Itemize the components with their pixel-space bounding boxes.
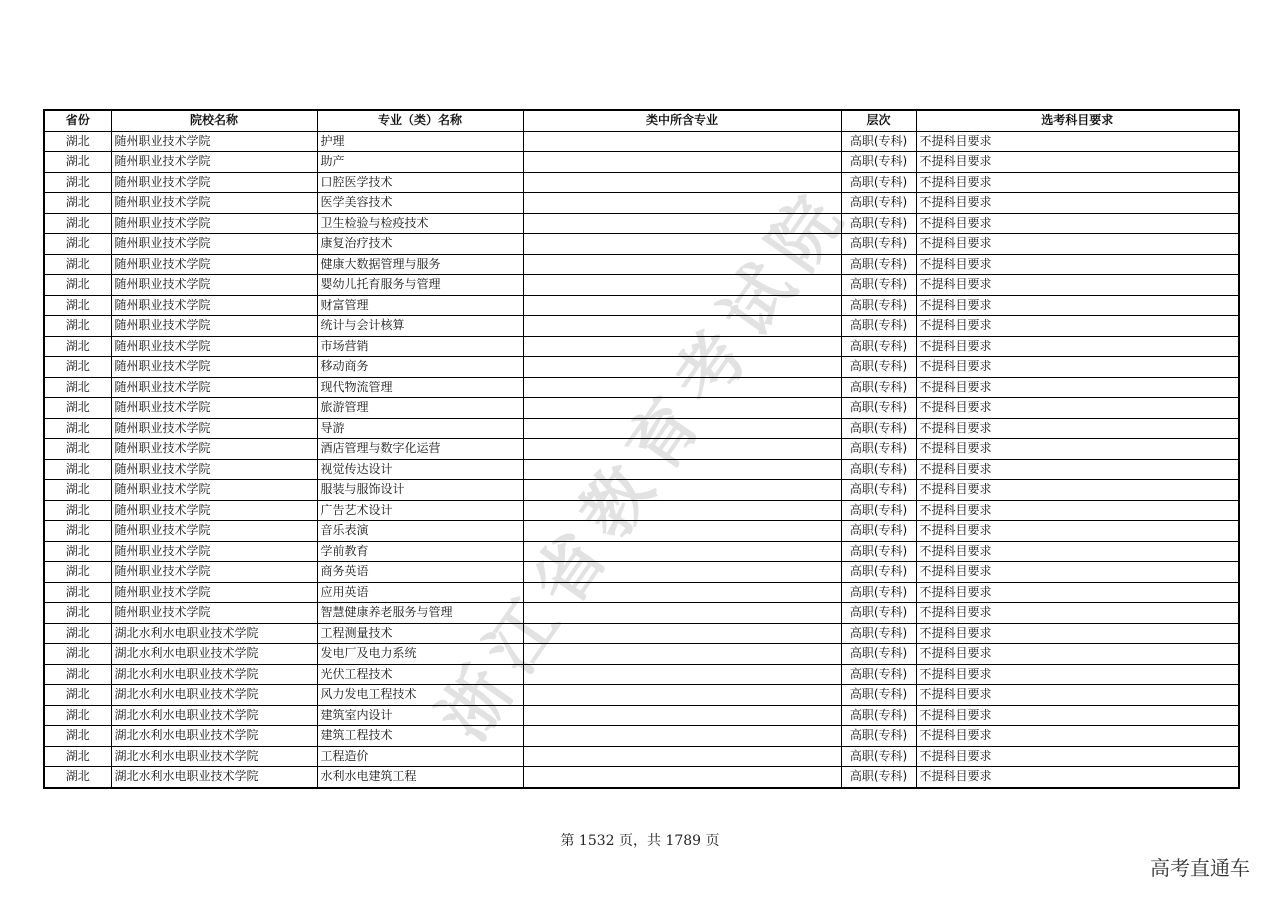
header-level: 层次 bbox=[841, 110, 916, 131]
cell-included-majors bbox=[523, 521, 841, 542]
cell-included-majors bbox=[523, 603, 841, 624]
cell-major: 工程造价 bbox=[317, 746, 523, 767]
cell-school: 随州职业技术学院 bbox=[111, 193, 317, 214]
cell-subject-requirement: 不提科目要求 bbox=[916, 295, 1239, 316]
cell-school: 湖北水利水电职业技术学院 bbox=[111, 664, 317, 685]
cell-school: 随州职业技术学院 bbox=[111, 316, 317, 337]
cell-province: 湖北 bbox=[44, 685, 111, 706]
cell-province: 湖北 bbox=[44, 234, 111, 255]
cell-province: 湖北 bbox=[44, 152, 111, 173]
cell-subject-requirement: 不提科目要求 bbox=[916, 623, 1239, 644]
table-row bbox=[44, 398, 1239, 419]
table-row bbox=[44, 234, 1239, 255]
cell-included-majors bbox=[523, 254, 841, 275]
cell-province: 湖北 bbox=[44, 726, 111, 747]
cell-major: 商务英语 bbox=[317, 562, 523, 583]
cell-major: 建筑工程技术 bbox=[317, 726, 523, 747]
cell-major: 视觉传达设计 bbox=[317, 459, 523, 480]
cell-school: 随州职业技术学院 bbox=[111, 521, 317, 542]
cell-major: 旅游管理 bbox=[317, 398, 523, 419]
cell-included-majors bbox=[523, 172, 841, 193]
cell-level: 高职(专科) bbox=[841, 152, 916, 173]
cell-school: 随州职业技术学院 bbox=[111, 459, 317, 480]
cell-included-majors bbox=[523, 357, 841, 378]
header-province: 省份 bbox=[44, 110, 111, 131]
cell-major: 工程测量技术 bbox=[317, 623, 523, 644]
cell-province: 湖北 bbox=[44, 357, 111, 378]
cell-major: 康复治疗技术 bbox=[317, 234, 523, 255]
cell-province: 湖北 bbox=[44, 541, 111, 562]
cell-level: 高职(专科) bbox=[841, 582, 916, 603]
table-row bbox=[44, 357, 1239, 378]
cell-included-majors bbox=[523, 767, 841, 788]
cell-major: 现代物流管理 bbox=[317, 377, 523, 398]
cell-level: 高职(专科) bbox=[841, 336, 916, 357]
cell-major: 智慧健康养老服务与管理 bbox=[317, 603, 523, 624]
table-row bbox=[44, 582, 1239, 603]
cell-province: 湖北 bbox=[44, 275, 111, 296]
cell-major: 卫生检验与检疫技术 bbox=[317, 213, 523, 234]
cell-province: 湖北 bbox=[44, 316, 111, 337]
cell-level: 高职(专科) bbox=[841, 500, 916, 521]
cell-major: 建筑室内设计 bbox=[317, 705, 523, 726]
table-row bbox=[44, 623, 1239, 644]
cell-subject-requirement: 不提科目要求 bbox=[916, 152, 1239, 173]
cell-major: 财富管理 bbox=[317, 295, 523, 316]
cell-province: 湖北 bbox=[44, 439, 111, 460]
cell-level: 高职(专科) bbox=[841, 234, 916, 255]
cell-included-majors bbox=[523, 152, 841, 173]
cell-included-majors bbox=[523, 644, 841, 665]
cell-subject-requirement: 不提科目要求 bbox=[916, 316, 1239, 337]
table-row bbox=[44, 213, 1239, 234]
cell-included-majors bbox=[523, 398, 841, 419]
cell-subject-requirement: 不提科目要求 bbox=[916, 685, 1239, 706]
table-row bbox=[44, 152, 1239, 173]
cell-province: 湖北 bbox=[44, 254, 111, 275]
cell-included-majors bbox=[523, 480, 841, 501]
cell-level: 高职(专科) bbox=[841, 377, 916, 398]
cell-province: 湖北 bbox=[44, 131, 111, 152]
table-row bbox=[44, 131, 1239, 152]
table-row bbox=[44, 644, 1239, 665]
cell-included-majors bbox=[523, 213, 841, 234]
cell-level: 高职(专科) bbox=[841, 398, 916, 419]
table-header-row bbox=[44, 110, 1239, 131]
cell-included-majors bbox=[523, 726, 841, 747]
cell-school: 随州职业技术学院 bbox=[111, 295, 317, 316]
cell-level: 高职(专科) bbox=[841, 295, 916, 316]
cell-subject-requirement: 不提科目要求 bbox=[916, 234, 1239, 255]
cell-province: 湖北 bbox=[44, 213, 111, 234]
cell-province: 湖北 bbox=[44, 459, 111, 480]
cell-major: 统计与会计核算 bbox=[317, 316, 523, 337]
cell-included-majors bbox=[523, 582, 841, 603]
cell-level: 高职(专科) bbox=[841, 275, 916, 296]
cell-province: 湖北 bbox=[44, 480, 111, 501]
cell-included-majors bbox=[523, 685, 841, 706]
table-row bbox=[44, 275, 1239, 296]
cell-level: 高职(专科) bbox=[841, 623, 916, 644]
cell-school: 随州职业技术学院 bbox=[111, 582, 317, 603]
cell-province: 湖北 bbox=[44, 193, 111, 214]
header-subject-requirement: 选考科目要求 bbox=[916, 110, 1239, 131]
cell-major: 风力发电工程技术 bbox=[317, 685, 523, 706]
cell-school: 随州职业技术学院 bbox=[111, 439, 317, 460]
cell-subject-requirement: 不提科目要求 bbox=[916, 582, 1239, 603]
cell-school: 随州职业技术学院 bbox=[111, 131, 317, 152]
cell-included-majors bbox=[523, 418, 841, 439]
cell-school: 湖北水利水电职业技术学院 bbox=[111, 746, 317, 767]
cell-level: 高职(专科) bbox=[841, 172, 916, 193]
cell-province: 湖北 bbox=[44, 295, 111, 316]
table-row bbox=[44, 439, 1239, 460]
table-row bbox=[44, 193, 1239, 214]
cell-level: 高职(专科) bbox=[841, 418, 916, 439]
cell-level: 高职(专科) bbox=[841, 480, 916, 501]
table-row bbox=[44, 603, 1239, 624]
cell-major: 应用英语 bbox=[317, 582, 523, 603]
cell-school: 湖北水利水电职业技术学院 bbox=[111, 644, 317, 665]
cell-province: 湖北 bbox=[44, 746, 111, 767]
cell-included-majors bbox=[523, 131, 841, 152]
cell-subject-requirement: 不提科目要求 bbox=[916, 500, 1239, 521]
cell-level: 高职(专科) bbox=[841, 357, 916, 378]
cell-school: 随州职业技术学院 bbox=[111, 336, 317, 357]
cell-included-majors bbox=[523, 234, 841, 255]
cell-school: 随州职业技术学院 bbox=[111, 152, 317, 173]
cell-province: 湖北 bbox=[44, 562, 111, 583]
table-row bbox=[44, 480, 1239, 501]
cell-major: 医学美容技术 bbox=[317, 193, 523, 214]
brand-logo-text: 高考直通车 bbox=[1150, 856, 1250, 880]
cell-level: 高职(专科) bbox=[841, 541, 916, 562]
cell-subject-requirement: 不提科目要求 bbox=[916, 213, 1239, 234]
cell-subject-requirement: 不提科目要求 bbox=[916, 603, 1239, 624]
cell-subject-requirement: 不提科目要求 bbox=[916, 398, 1239, 419]
cell-level: 高职(专科) bbox=[841, 562, 916, 583]
table-row bbox=[44, 377, 1239, 398]
cell-subject-requirement: 不提科目要求 bbox=[916, 193, 1239, 214]
cell-included-majors bbox=[523, 664, 841, 685]
cell-level: 高职(专科) bbox=[841, 459, 916, 480]
table-row bbox=[44, 664, 1239, 685]
cell-province: 湖北 bbox=[44, 767, 111, 788]
cell-subject-requirement: 不提科目要求 bbox=[916, 541, 1239, 562]
cell-level: 高职(专科) bbox=[841, 644, 916, 665]
cell-subject-requirement: 不提科目要求 bbox=[916, 562, 1239, 583]
table-row bbox=[44, 459, 1239, 480]
cell-school: 湖北水利水电职业技术学院 bbox=[111, 726, 317, 747]
cell-province: 湖北 bbox=[44, 521, 111, 542]
header-school: 院校名称 bbox=[111, 110, 317, 131]
cell-subject-requirement: 不提科目要求 bbox=[916, 439, 1239, 460]
cell-major: 助产 bbox=[317, 152, 523, 173]
cell-major: 水利水电建筑工程 bbox=[317, 767, 523, 788]
cell-level: 高职(专科) bbox=[841, 685, 916, 706]
cell-major: 导游 bbox=[317, 418, 523, 439]
header-major: 专业（类）名称 bbox=[317, 110, 523, 131]
table-row bbox=[44, 521, 1239, 542]
cell-level: 高职(专科) bbox=[841, 603, 916, 624]
cell-subject-requirement: 不提科目要求 bbox=[916, 357, 1239, 378]
cell-major: 服装与服饰设计 bbox=[317, 480, 523, 501]
cell-included-majors bbox=[523, 705, 841, 726]
cell-school: 随州职业技术学院 bbox=[111, 172, 317, 193]
cell-included-majors bbox=[523, 746, 841, 767]
cell-subject-requirement: 不提科目要求 bbox=[916, 377, 1239, 398]
cell-province: 湖北 bbox=[44, 418, 111, 439]
cell-included-majors bbox=[523, 316, 841, 337]
cell-included-majors bbox=[523, 500, 841, 521]
cell-included-majors bbox=[523, 541, 841, 562]
cell-province: 湖北 bbox=[44, 377, 111, 398]
cell-subject-requirement: 不提科目要求 bbox=[916, 254, 1239, 275]
cell-level: 高职(专科) bbox=[841, 726, 916, 747]
cell-school: 随州职业技术学院 bbox=[111, 357, 317, 378]
cell-province: 湖北 bbox=[44, 664, 111, 685]
cell-included-majors bbox=[523, 562, 841, 583]
cell-subject-requirement: 不提科目要求 bbox=[916, 172, 1239, 193]
cell-province: 湖北 bbox=[44, 336, 111, 357]
cell-major: 发电厂及电力系统 bbox=[317, 644, 523, 665]
header-included-majors: 类中所含专业 bbox=[523, 110, 841, 131]
cell-major: 学前教育 bbox=[317, 541, 523, 562]
table-row bbox=[44, 172, 1239, 193]
cell-included-majors bbox=[523, 623, 841, 644]
cell-subject-requirement: 不提科目要求 bbox=[916, 705, 1239, 726]
cell-province: 湖北 bbox=[44, 603, 111, 624]
cell-province: 湖北 bbox=[44, 172, 111, 193]
table-row bbox=[44, 500, 1239, 521]
table-row bbox=[44, 254, 1239, 275]
cell-major: 市场营销 bbox=[317, 336, 523, 357]
page-footer: 第 1532 页，共 1789 页 bbox=[560, 833, 720, 849]
cell-subject-requirement: 不提科目要求 bbox=[916, 418, 1239, 439]
data-table bbox=[43, 109, 1240, 789]
cell-subject-requirement: 不提科目要求 bbox=[916, 480, 1239, 501]
cell-subject-requirement: 不提科目要求 bbox=[916, 644, 1239, 665]
cell-level: 高职(专科) bbox=[841, 193, 916, 214]
cell-subject-requirement: 不提科目要求 bbox=[916, 726, 1239, 747]
cell-school: 湖北水利水电职业技术学院 bbox=[111, 705, 317, 726]
cell-major: 护理 bbox=[317, 131, 523, 152]
cell-level: 高职(专科) bbox=[841, 521, 916, 542]
cell-level: 高职(专科) bbox=[841, 664, 916, 685]
cell-province: 湖北 bbox=[44, 500, 111, 521]
cell-province: 湖北 bbox=[44, 623, 111, 644]
cell-major: 健康大数据管理与服务 bbox=[317, 254, 523, 275]
cell-subject-requirement: 不提科目要求 bbox=[916, 336, 1239, 357]
cell-included-majors bbox=[523, 193, 841, 214]
cell-included-majors bbox=[523, 275, 841, 296]
cell-school: 随州职业技术学院 bbox=[111, 603, 317, 624]
table-row bbox=[44, 746, 1239, 767]
cell-school: 随州职业技术学院 bbox=[111, 500, 317, 521]
cell-subject-requirement: 不提科目要求 bbox=[916, 131, 1239, 152]
cell-subject-requirement: 不提科目要求 bbox=[916, 521, 1239, 542]
cell-level: 高职(专科) bbox=[841, 316, 916, 337]
cell-level: 高职(专科) bbox=[841, 439, 916, 460]
cell-province: 湖北 bbox=[44, 398, 111, 419]
table-row bbox=[44, 316, 1239, 337]
table-row bbox=[44, 726, 1239, 747]
cell-school: 随州职业技术学院 bbox=[111, 275, 317, 296]
cell-major: 音乐表演 bbox=[317, 521, 523, 542]
cell-subject-requirement: 不提科目要求 bbox=[916, 746, 1239, 767]
cell-school: 随州职业技术学院 bbox=[111, 541, 317, 562]
table-row bbox=[44, 562, 1239, 583]
cell-school: 随州职业技术学院 bbox=[111, 418, 317, 439]
cell-major: 婴幼儿托育服务与管理 bbox=[317, 275, 523, 296]
table-row bbox=[44, 418, 1239, 439]
cell-included-majors bbox=[523, 377, 841, 398]
cell-province: 湖北 bbox=[44, 644, 111, 665]
cell-major: 口腔医学技术 bbox=[317, 172, 523, 193]
table-row bbox=[44, 541, 1239, 562]
cell-major: 酒店管理与数字化运营 bbox=[317, 439, 523, 460]
table-row bbox=[44, 295, 1239, 316]
cell-level: 高职(专科) bbox=[841, 767, 916, 788]
cell-major: 光伏工程技术 bbox=[317, 664, 523, 685]
cell-major: 移动商务 bbox=[317, 357, 523, 378]
cell-level: 高职(专科) bbox=[841, 213, 916, 234]
cell-major: 广告艺术设计 bbox=[317, 500, 523, 521]
table-row bbox=[44, 685, 1239, 706]
cell-school: 湖北水利水电职业技术学院 bbox=[111, 685, 317, 706]
cell-subject-requirement: 不提科目要求 bbox=[916, 767, 1239, 788]
cell-included-majors bbox=[523, 459, 841, 480]
cell-included-majors bbox=[523, 439, 841, 460]
cell-school: 随州职业技术学院 bbox=[111, 254, 317, 275]
cell-school: 湖北水利水电职业技术学院 bbox=[111, 767, 317, 788]
table-row bbox=[44, 336, 1239, 357]
table-body bbox=[44, 131, 1239, 788]
cell-province: 湖北 bbox=[44, 582, 111, 603]
cell-subject-requirement: 不提科目要求 bbox=[916, 459, 1239, 480]
cell-school: 随州职业技术学院 bbox=[111, 398, 317, 419]
cell-school: 随州职业技术学院 bbox=[111, 213, 317, 234]
cell-school: 湖北水利水电职业技术学院 bbox=[111, 623, 317, 644]
table-row bbox=[44, 705, 1239, 726]
cell-level: 高职(专科) bbox=[841, 254, 916, 275]
watermark: 浙江省教育考试院 bbox=[424, 172, 866, 755]
cell-level: 高职(专科) bbox=[841, 705, 916, 726]
cell-school: 随州职业技术学院 bbox=[111, 562, 317, 583]
cell-level: 高职(专科) bbox=[841, 746, 916, 767]
table-row bbox=[44, 767, 1239, 788]
cell-school: 随州职业技术学院 bbox=[111, 480, 317, 501]
cell-province: 湖北 bbox=[44, 705, 111, 726]
cell-included-majors bbox=[523, 336, 841, 357]
cell-subject-requirement: 不提科目要求 bbox=[916, 275, 1239, 296]
cell-level: 高职(专科) bbox=[841, 131, 916, 152]
cell-included-majors bbox=[523, 295, 841, 316]
cell-school: 随州职业技术学院 bbox=[111, 234, 317, 255]
cell-school: 随州职业技术学院 bbox=[111, 377, 317, 398]
cell-subject-requirement: 不提科目要求 bbox=[916, 664, 1239, 685]
